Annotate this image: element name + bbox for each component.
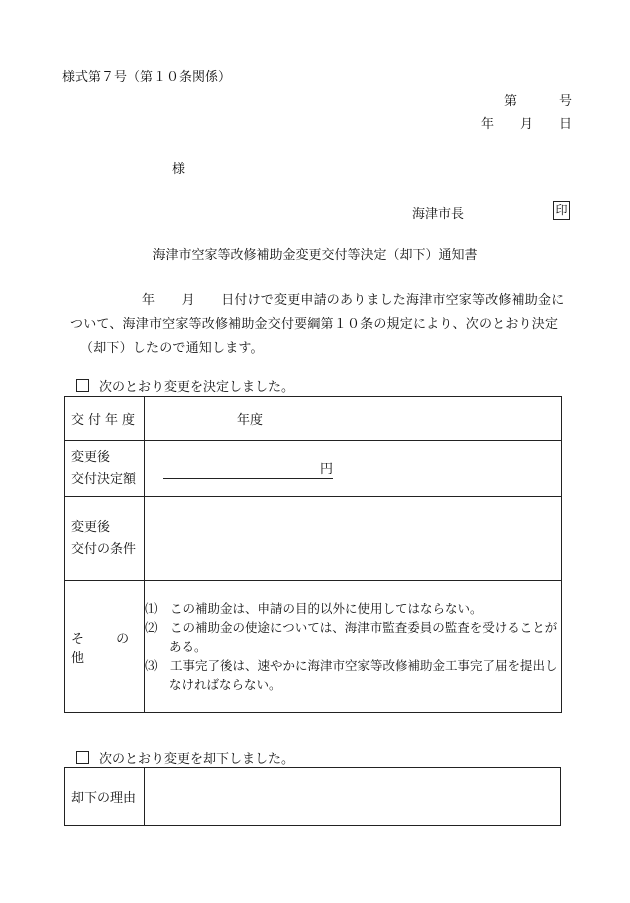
document-title: 海津市空家等改修補助金変更交付等決定（却下）通知書 <box>152 248 478 263</box>
date-year: 年 <box>480 117 494 132</box>
amount-label-line-1: 変更後 <box>71 449 111 465</box>
note-item: ⑶ 工事完了後は、速やかに海津市空家等改修補助金工事完了届を提出しなければならない。 <box>145 658 558 692</box>
amount-unit: 円 <box>163 458 333 479</box>
table-row <box>65 441 562 497</box>
approval-checkbox-label: 次のとおり変更を決定しました。 <box>99 380 295 395</box>
fiscal-year-cell[interactable] <box>145 397 562 441</box>
notice-body-line-3: （却下）したので通知します。 <box>80 341 264 356</box>
fiscal-year-label-text: 交付年度 <box>71 413 140 428</box>
rejection-reason-label <box>65 768 145 826</box>
document-number-suffix: 号 <box>558 94 572 109</box>
rejection-reason-cell[interactable] <box>145 768 561 826</box>
form-number-label: 様式第７号（第１０条関係） <box>62 70 232 85</box>
conditions-label <box>65 497 145 581</box>
amount-label <box>65 441 145 497</box>
note-item: ⑵ この補助金の使途については、海津市監査委員の監査を受けることがある。 <box>145 620 558 654</box>
document-number <box>504 90 572 109</box>
other-label <box>65 581 145 713</box>
note-item: ⑴ この補助金は、申請の目的以外に使用してはならない。 <box>145 601 483 616</box>
issuer-name: 海津市長 <box>412 207 465 222</box>
notice-body-line-2: ついて、海津市空家等改修補助金交付要綱第１０条の規定により、次のとおり決定 <box>70 317 559 332</box>
amount-cell[interactable] <box>145 441 562 497</box>
table-row <box>65 581 562 713</box>
conditions-label-line-1: 変更後 <box>71 519 111 535</box>
notice-body-line-1: 年 月 日付けで変更申請のありました海津市空家等改修補助金に <box>142 293 565 308</box>
approval-checkbox[interactable] <box>76 379 89 392</box>
issue-date <box>481 113 572 132</box>
date-month: 月 <box>519 117 533 132</box>
conditions-cell[interactable] <box>145 497 562 581</box>
table-row <box>65 497 562 581</box>
rejection-checkbox-label: 次のとおり変更を却下しました。 <box>99 752 295 767</box>
approval-section-heading <box>76 376 294 395</box>
amount-label-line-2: 交付決定額 <box>71 471 137 487</box>
rejection-checkbox[interactable] <box>76 751 89 764</box>
other-label-text: そ の 他 <box>71 631 144 666</box>
conditions-label-line-2: 交付の条件 <box>71 541 137 557</box>
notice-body <box>60 289 570 361</box>
document-number-prefix: 第 <box>503 94 517 109</box>
table-row <box>65 397 562 441</box>
rejection-section-heading <box>76 748 294 767</box>
fiscal-year-value: 年度 <box>237 413 264 428</box>
fiscal-year-label <box>65 397 145 441</box>
date-day: 日 <box>558 117 572 132</box>
rejection-reason-label-text: 却下の理由 <box>71 791 137 806</box>
other-notes <box>145 581 562 713</box>
seal-mark: 印 <box>553 201 570 220</box>
addressee: 様 <box>172 162 186 177</box>
rejection-table <box>64 767 561 826</box>
approval-table <box>64 396 562 713</box>
table-row <box>65 768 561 826</box>
